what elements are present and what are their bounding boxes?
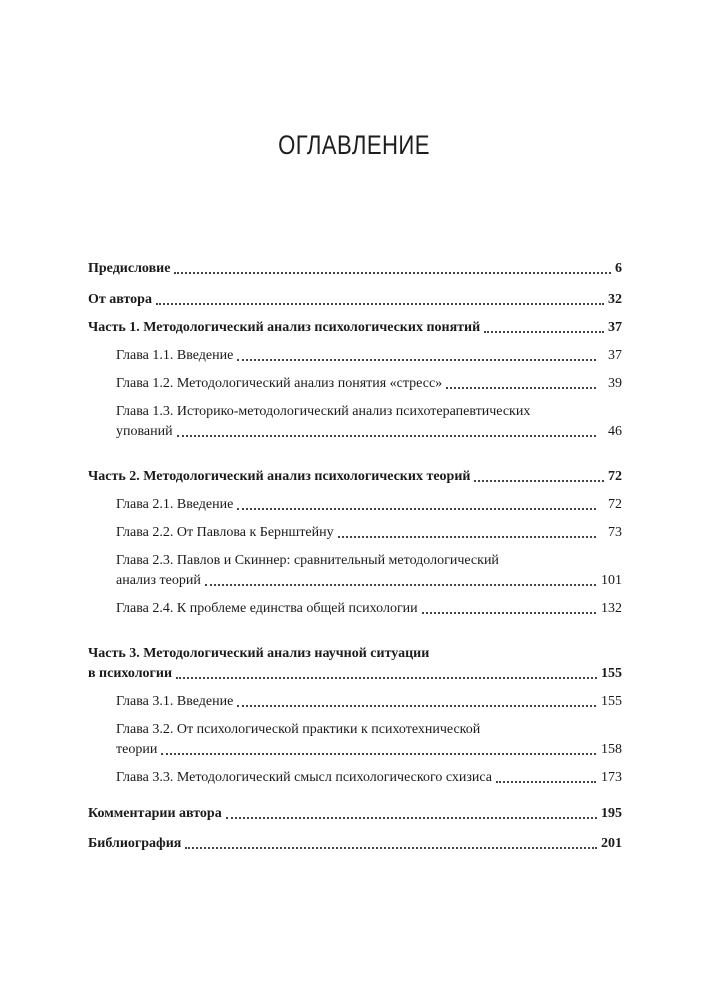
toc-page: 73 [608, 525, 622, 540]
toc-title: в психологии [88, 666, 173, 681]
toc-title: Глава 1.2. Методологический анализ понятия «стресс» [116, 376, 443, 391]
toc-page: 155 [601, 694, 622, 709]
toc-page: 37 [608, 320, 622, 335]
toc-page: 72 [608, 469, 622, 484]
toc-title-line: Часть 3. Методологический анализ научной ситуации [88, 646, 430, 661]
toc-page: 195 [601, 806, 622, 821]
leader-dots [205, 584, 596, 586]
toc-title: анализ теорий [116, 573, 201, 588]
toc-page: 201 [601, 836, 622, 851]
table-of-contents [88, 259, 622, 854]
toc-entry-ch2-4[interactable] [88, 599, 622, 619]
leader-dots [422, 612, 596, 614]
leader-dots [237, 705, 596, 707]
toc-entry-ch3-2[interactable] [88, 720, 622, 760]
toc-entry-part2[interactable] [88, 467, 622, 487]
toc-entry-ch2-2[interactable] [88, 523, 622, 543]
toc-title: Часть 1. Методологический анализ психологических понятий [88, 320, 481, 335]
leader-dots [161, 753, 596, 755]
toc-entry-ch2-3[interactable] [88, 551, 622, 591]
toc-page: 72 [608, 497, 622, 512]
toc-title: Глава 1.1. Введение [116, 348, 234, 363]
toc-title: Глава 3.1. Введение [116, 694, 234, 709]
toc-entry-preface[interactable] [88, 259, 622, 279]
toc-entry-ch1-3[interactable] [88, 402, 622, 442]
leader-dots [496, 781, 596, 783]
toc-entry-bibliography[interactable] [88, 834, 622, 854]
toc-title-line: Глава 1.3. Историко-методологический анализ психотерапевтических [116, 404, 531, 419]
toc-title-line: Глава 2.3. Павлов и Скиннер: сравнительный методологический [116, 553, 499, 568]
toc-title: Глава 2.4. К проблеме единства общей психологии [116, 601, 418, 616]
leader-dots [156, 303, 604, 305]
toc-page: 37 [608, 348, 622, 363]
toc-title-line: Глава 3.2. От психологической практики к психотехнической [116, 722, 481, 737]
toc-page: 32 [608, 292, 622, 307]
toc-page: 158 [601, 742, 622, 757]
toc-page: 132 [601, 601, 622, 616]
toc-entry-ch3-1[interactable] [88, 692, 622, 712]
toc-entry-comments[interactable] [88, 804, 622, 824]
toc-page: 173 [601, 770, 622, 785]
toc-title: От автора [88, 292, 152, 307]
leader-dots [185, 847, 597, 849]
leader-dots [237, 508, 596, 510]
leader-dots [177, 435, 596, 437]
toc-title: Предисловие [88, 261, 171, 276]
toc-entry-author[interactable] [88, 290, 622, 310]
toc-title: Глава 2.1. Введение [116, 497, 234, 512]
leader-dots [237, 359, 596, 361]
leader-dots [176, 677, 597, 679]
toc-title: Глава 2.2. От Павлова к Бернштейну [116, 525, 334, 540]
leader-dots [174, 272, 611, 274]
toc-page: 46 [608, 424, 622, 439]
toc-page: 101 [601, 573, 622, 588]
toc-entry-ch3-3[interactable] [88, 768, 622, 788]
leader-dots [446, 387, 596, 389]
toc-title: Библиография [88, 836, 182, 851]
leader-dots [338, 536, 596, 538]
toc-entry-part1[interactable] [88, 318, 622, 338]
leader-dots [226, 817, 597, 819]
page-title: ОГЛАВЛЕНИЕ [278, 130, 430, 160]
toc-entry-part3[interactable] [88, 644, 622, 684]
leader-dots [484, 331, 604, 333]
toc-entry-ch1-1[interactable] [88, 346, 622, 366]
toc-title: упований [116, 424, 173, 439]
toc-title: Глава 3.3. Методологический смысл психологического схизиса [116, 770, 492, 785]
toc-title: Часть 2. Методологический анализ психологических теорий [88, 469, 471, 484]
toc-entry-ch1-2[interactable] [88, 374, 622, 394]
toc-page: 39 [608, 376, 622, 391]
toc-entry-ch2-1[interactable] [88, 495, 622, 515]
toc-title: теории [116, 742, 158, 757]
toc-page: 155 [601, 666, 622, 681]
toc-title: Комментарии автора [88, 806, 222, 821]
leader-dots [474, 480, 604, 482]
toc-page: 6 [615, 261, 622, 276]
